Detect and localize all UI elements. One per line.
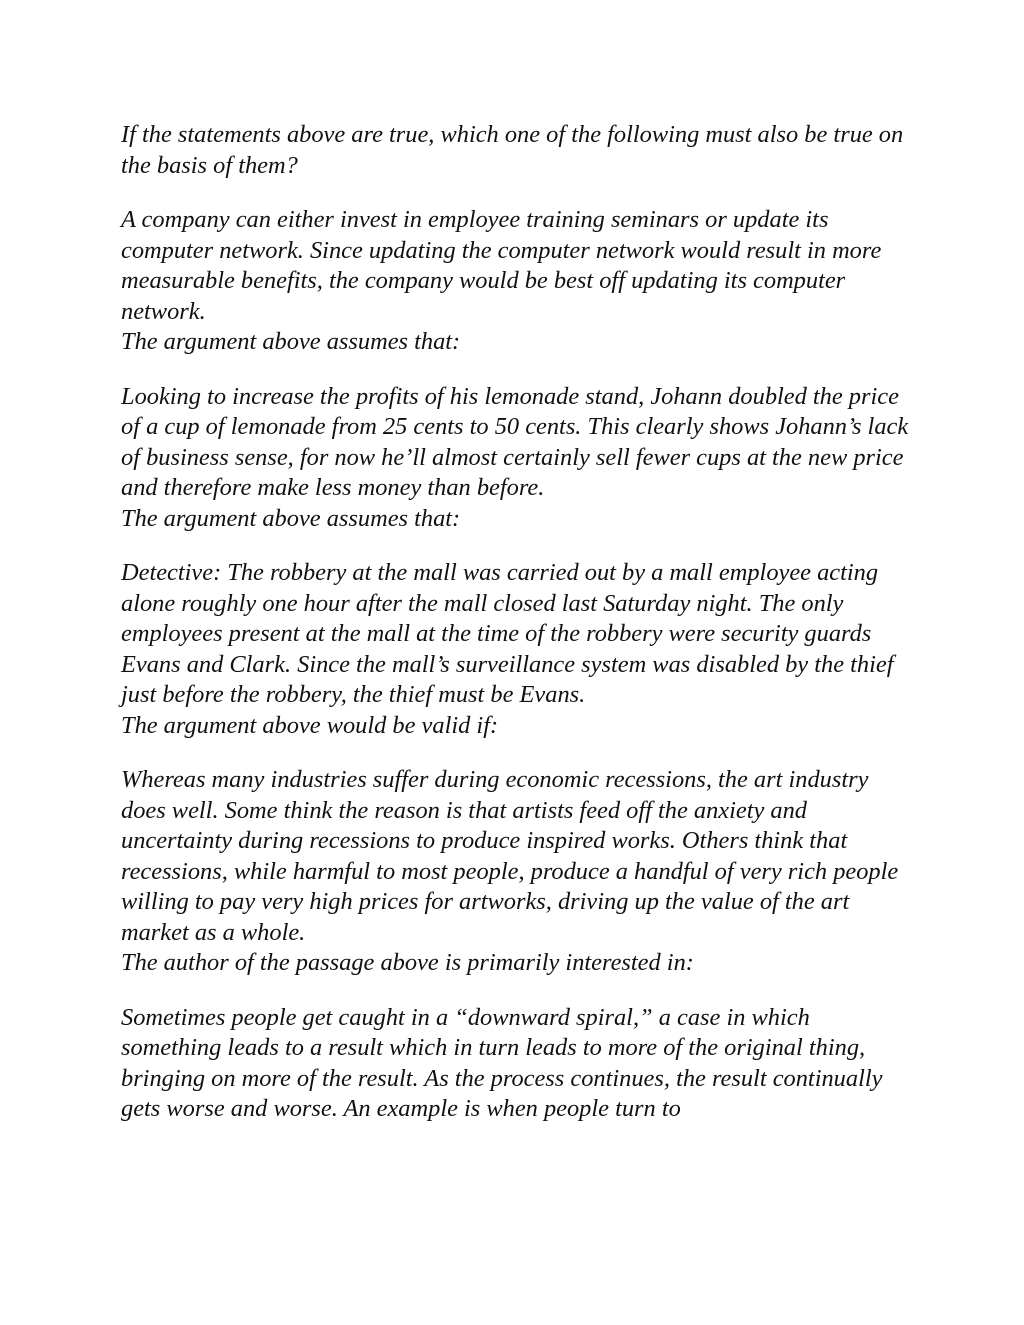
question-prompt: The argument above would be valid if: [121,711,499,739]
passage-text: Looking to increase the profits of his lemonade stand, Johann doubled the price of a cup of lemonade from 25 cents to 50 cents. This clearly shows Johann’s lack of business sense, for now he’ll almost certainly sell fewer cups at the new price and therefore make less money than before. [121,382,909,501]
document-page [121,120,911,1149]
question-block-4 [121,765,911,979]
passage-text: A company can either invest in employee training seminars or update its computer network. Since updating the computer network would result in more measurable benefits, the company would be best off updating its computer network. [121,206,882,325]
question-prompt: The argument above assumes that: [121,328,461,355]
question-block-2 [121,382,911,535]
question-block-5 [121,1003,911,1125]
question-prompt: The argument above assumes that: [121,504,461,532]
question-stem [121,120,911,181]
question-block-3 [121,558,911,741]
question-prompt: The author of the passage above is primarily interested in: [121,949,694,976]
question-block-1 [121,205,911,358]
passage-text: Whereas many industries suffer during economic recessions, the art industry does well. Some think the reason is that artists feed off the anxiety and uncertainty during recessions to produce inspired works. Others think that recessions, while harmful to most people, produce a handful of very rich people willing to pay very high prices for artworks, driving up the value of the art market as a whole. [121,766,899,946]
passage-text: Detective: The robbery at the mall was carried out by a mall employee acting alone roughly one hour after the mall closed last Saturday night. The only employees present at the mall at the time of the robbery were security guards Evans and Clark. Since the mall’s surveillance system was disabled by the thief just before the robbery, the thief must be Evans. [121,559,894,708]
paragraph-text: If the statements above are true, which one of the following must also be true on the basis of them? [121,121,904,179]
passage-text: Sometimes people get caught in a “downward spiral,” a case in which something leads to a result which in turn leads to more of the original thing, bringing on more of the result. As the process continues, the result continually gets worse and worse. An example is when people turn to [121,1003,883,1122]
